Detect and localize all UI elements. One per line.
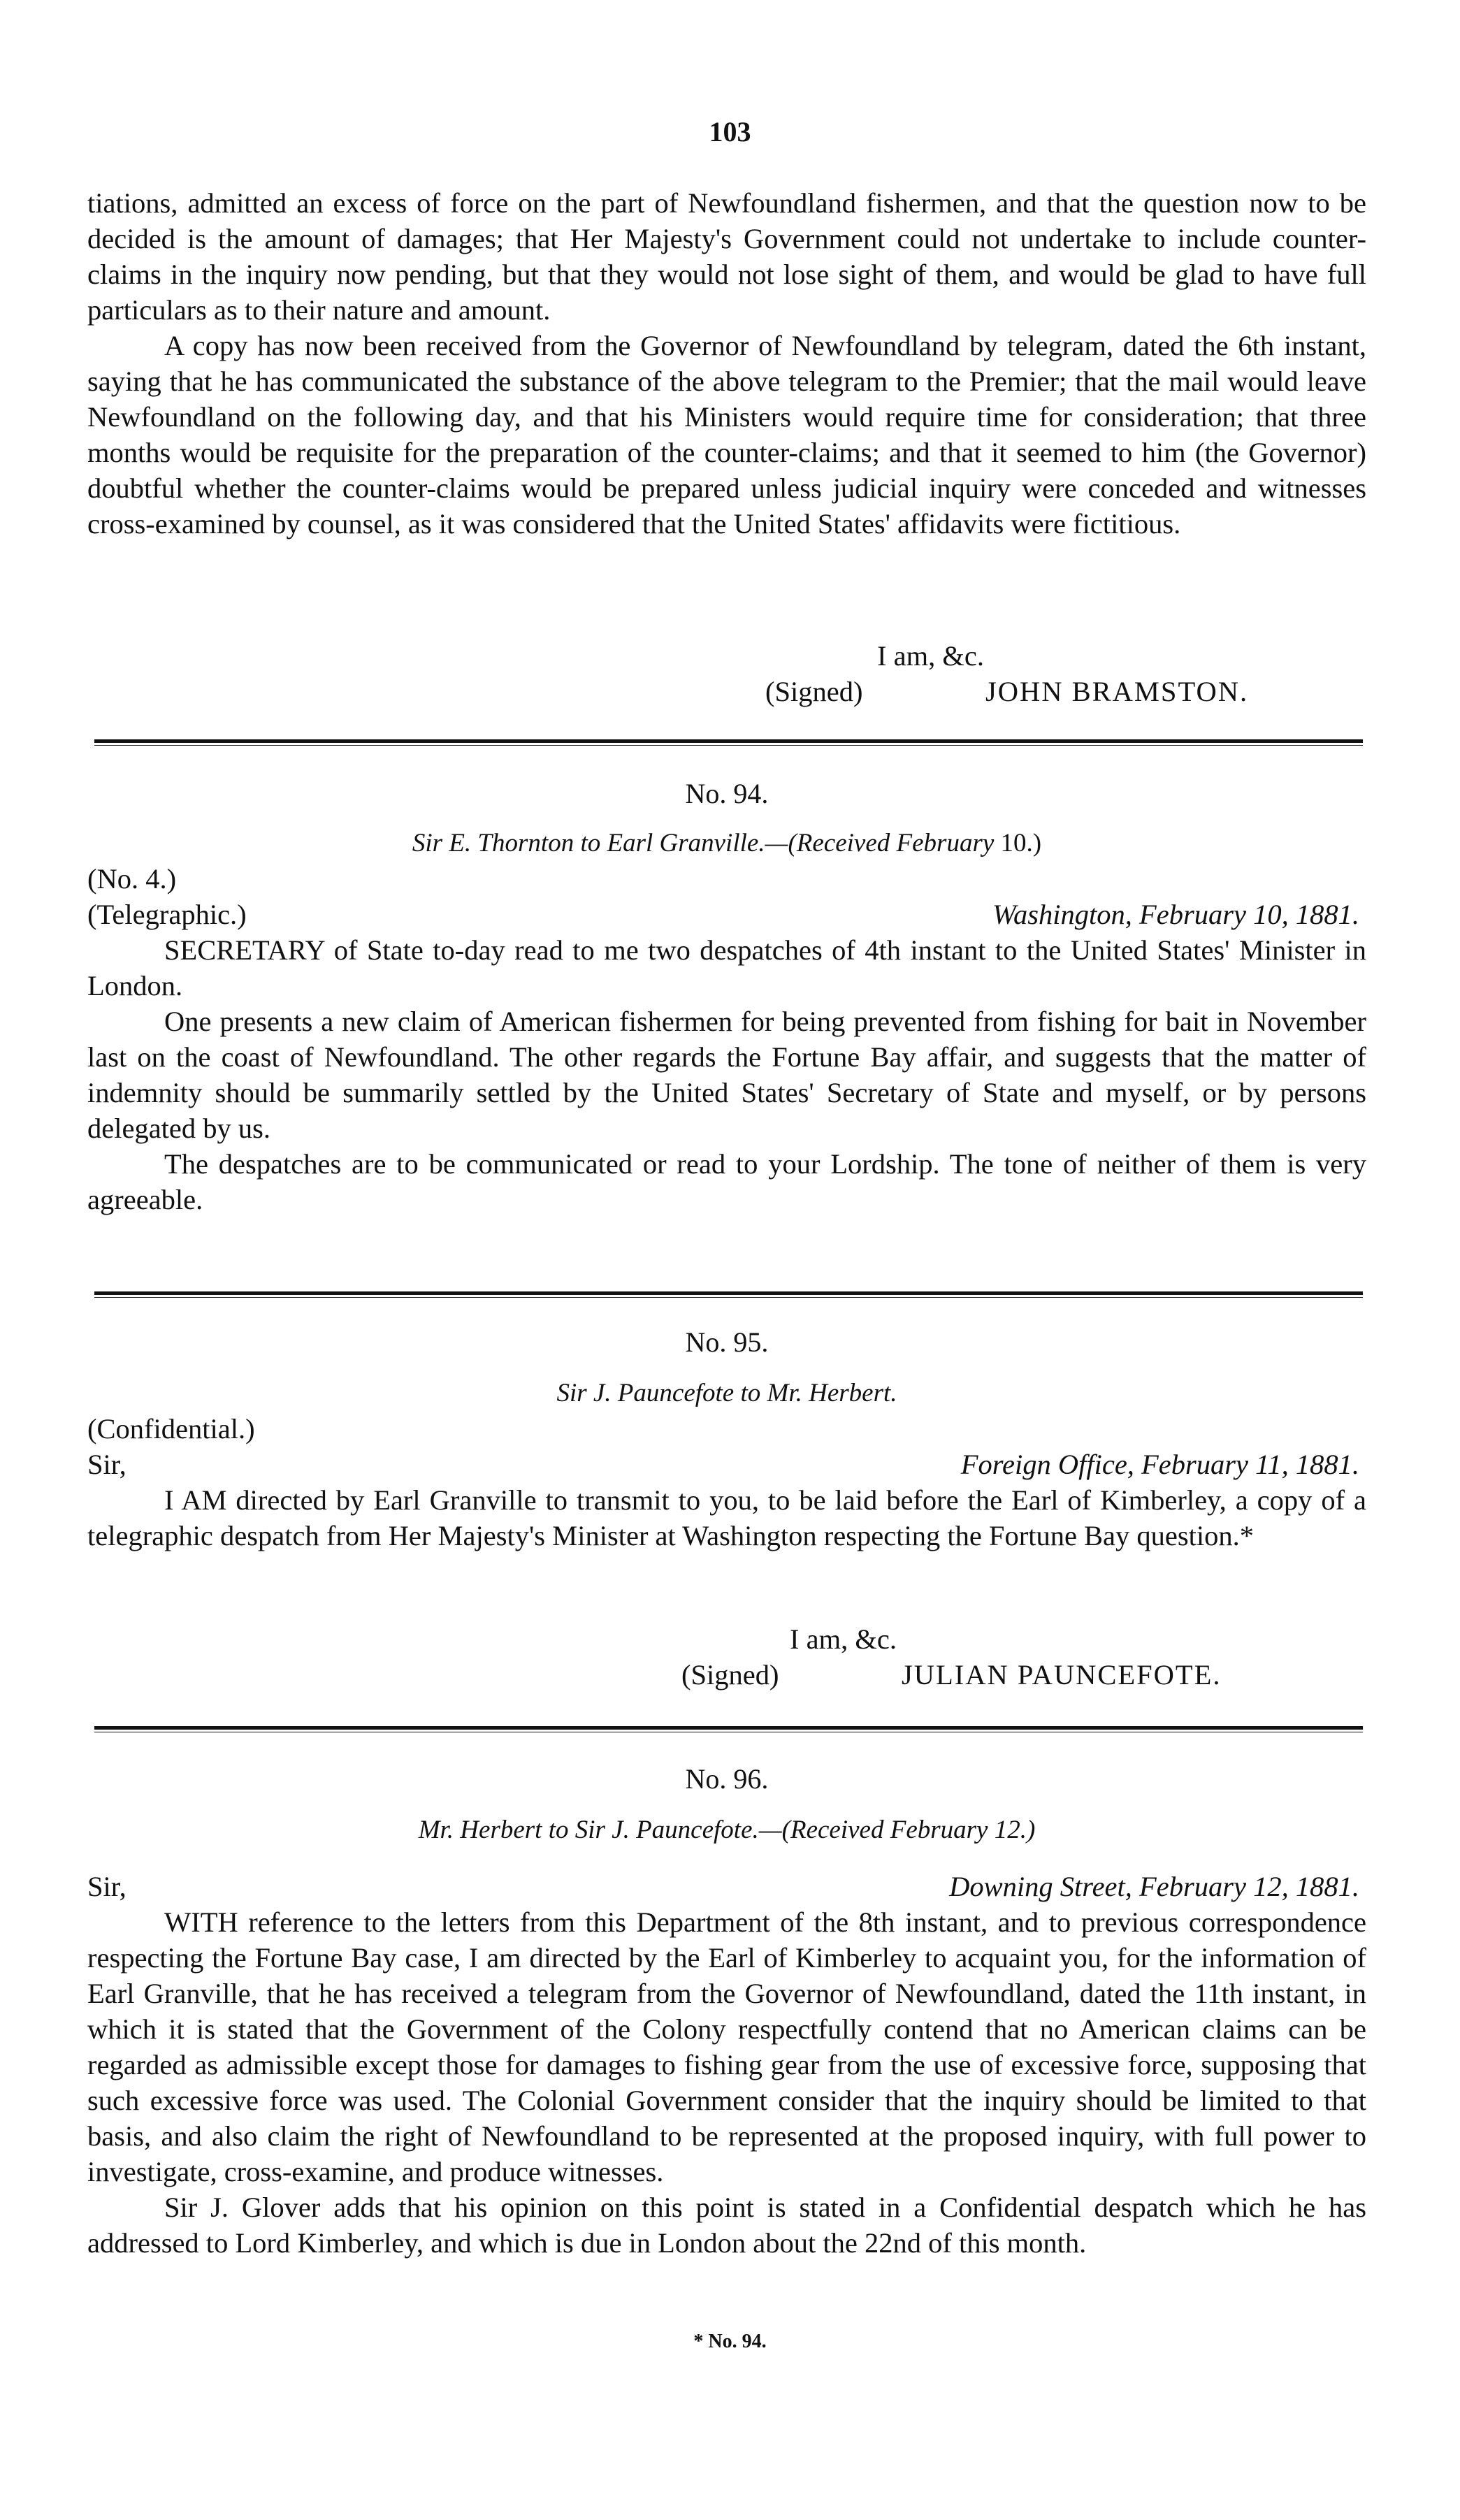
title-text: Sir E. Thornton to Earl Granville.—(Received February (412, 829, 995, 857)
header-line (87, 897, 1366, 932)
document-number: No. 94. (685, 778, 769, 809)
place-date: Foreign Office, February 11, 1881. (960, 1449, 1359, 1480)
document-no-95 (87, 1324, 1366, 1554)
letter-93-continuation (87, 185, 1366, 542)
header-line (87, 1447, 1366, 1482)
signed-label: (Signed) (765, 676, 863, 707)
paragraph: tiations, admitted an excess of force on the part of Newfoundland fishermen, and that the question now to be decided is the amount of damages; that Her Majesty's Government could not undertake to include counter-claims in the inquiry now pending, but that they would not lose sight of them, and would be glad to have full particulars as to their nature and amount. (87, 187, 1366, 326)
document-no-96 (87, 1761, 1366, 2261)
section-divider (94, 1726, 1363, 1730)
paragraph: The despatches are to be communicated or read to your Lordship. The tone of neither of them is very agreeable. (87, 1148, 1366, 1215)
paragraph: A copy has now been received from the Governor of Newfoundland by telegram, dated the 6th instant, saying that he has communicated the substance of the above telegram to the Premier; that the mail would leave Newfoundland on the following day, and that his Ministers would require time for consideration; that three months would be requisite for the preparation of the counter-claims; and that it seemed to him (the Governor) doubtful whether the counter-claims would be prepared unless judicial inquiry were conceded and witnesses cross-examined by counsel, as it was considered that the United States' affidavits were fictitious. (87, 330, 1366, 540)
signature: JOHN BRAMSTON. (985, 676, 1249, 707)
footnote: * No. 94. (693, 2331, 767, 2352)
section-divider (94, 1291, 1363, 1295)
paragraph: Sir J. Glover adds that his opinion on this point is stated in a Confidential despatch which he has addressed to Lord Kimberley, and which is due in London about the 22nd of this month. (87, 2192, 1366, 2259)
closing: I am, &c. (877, 640, 984, 672)
place-date: Downing Street, February 12, 1881. (949, 1871, 1359, 1902)
document-number: No. 95. (685, 1326, 769, 1358)
document-title (87, 825, 1366, 861)
salutation: Sir, (87, 1449, 127, 1480)
document-number: No. 96. (685, 1763, 769, 1795)
document-title: Mr. Herbert to Sir J. Pauncefote.—(Received February 12.) (418, 1816, 1036, 1844)
signature: JULIAN PAUNCEFOTE. (902, 1659, 1222, 1690)
reference: (Confidential.) (87, 1413, 255, 1444)
reference: (No. 4.) (87, 863, 177, 895)
paragraph: WITH reference to the letters from this Department of the 8th instant, and to previous correspondence respecting the Fortune Bay case, I am directed by the Earl of Kimberley to acquaint you, for the information of Earl Granville, that he has received a telegram from the Governor of Newfoundland, dated the 11th instant, in which it is stated that the Government of the Colony respectfully contend that no American claims can be regarded as admissible except those for damages to fishing gear from the use of excessive force, supposing that such excessive force was used. The Colonial Government consider that the inquiry should be limited to that basis, and also claim the right of Newfoundland to be represented at the proposed inquiry, with full power to investigate, cross-examine, and produce witnesses. (87, 1906, 1366, 2187)
signed-label: (Signed) (681, 1659, 779, 1690)
paragraph: SECRETARY of State to-day read to me two despatches of 4th instant to the United States' Minister in London. (87, 934, 1366, 1001)
salutation: Sir, (87, 1871, 127, 1902)
paragraph: One presents a new claim of American fishermen for being prevented from fishing for bait in November last on the coast of Newfoundland. The other regards the Fortune Bay affair, and suggests that the matter of indemnity should be summarily settled by the United States' Secretary of State and myself, or by persons delegated by us. (87, 1006, 1366, 1144)
document-no-94 (87, 776, 1366, 1217)
section-divider (94, 739, 1363, 743)
message-type: (Telegraphic.) (87, 899, 247, 930)
paragraph: I AM directed by Earl Granville to transmit to you, to be laid before the Earl of Kimberley, a copy of a telegraphic despatch from Her Majesty's Minister at Washington respecting the Fortune Bay question.* (87, 1484, 1366, 1551)
reference-line (87, 1411, 1366, 1447)
page-number: 103 (709, 116, 751, 147)
reference-line (87, 861, 1366, 897)
place-date: Washington, February 10, 1881. (992, 899, 1359, 930)
header-line (87, 1869, 1366, 1904)
closing: I am, &c. (790, 1623, 897, 1655)
document-title: Sir J. Pauncefote to Mr. Herbert. (556, 1379, 897, 1407)
title-date: 10.) (1000, 829, 1042, 857)
